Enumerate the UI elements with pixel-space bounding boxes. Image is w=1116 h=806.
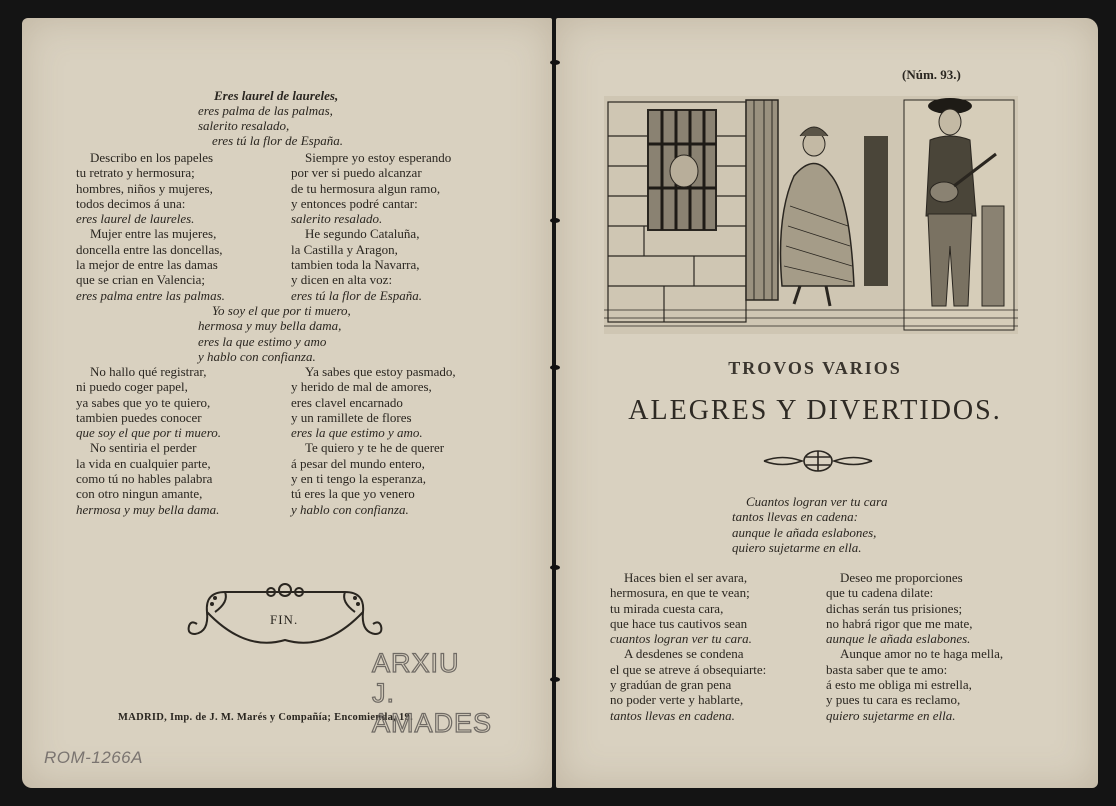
left-intro-line-2: eres palma de las palmas, [198, 103, 333, 118]
left-stanza-col1b: No hallo qué registrar, ni puedo coger papel, ya sabes que yo te quiero, tambien puedes conocer que soy el que por ti muero. No sentiria el perder la vida en cualquier parte, como tú no hables palabra con otro ningun amante, hermosa y muy bella dama. [76, 364, 222, 517]
woodcut-illustration [604, 96, 1018, 334]
fin-label: FIN. [270, 612, 299, 627]
printer-imprint: MADRID, Imp. de J. M. Marés y Compañía; Encomienda, 19. [118, 712, 414, 723]
center-fold [550, 30, 560, 750]
title-ornament [762, 448, 874, 474]
title-trovos-varios: TROVOS VARIOS [728, 358, 902, 378]
left-intro-line-4: eres tú la flor de España. [212, 133, 343, 148]
left-intro-line-3: salerito resalado, [198, 118, 290, 133]
left-stanza-col2a: Siempre yo estoy esperando por ver si puedo alcanzar de tu hermosura algun ramo, y entonces podré cantar: salerito resalado. He segundo Cataluña, la Castilla y Aragon, tambien toda la Navarra, y dicen en alta voz: eres tú la flor de España. [291, 150, 452, 303]
right-intro-verse: Cuantos logran ver tu cara tantos llevas en cadena: aunque le añada eslabones, quiero sujetarme en ella. [732, 494, 888, 555]
catalog-reference: ROM-1266A [44, 748, 143, 767]
left-stanza-col2b: Ya sabes que estoy pasmado, y herido de mal de amores, eres clavel encarnado y un ramillete de flores eres la que estimo y amo. Te quiero y te he de querer á pesar del mundo entero, y en ti tengo la esperanza, tú eres la que yo venero y hablo con confianza. [291, 364, 456, 517]
left-middle-verse: Yo soy el que por ti muero, hermosa y muy bella dama, eres la que estimo y amo y hablo con confianza. [198, 303, 351, 364]
right-stanza-col1: Haces bien el ser avara, hermosura, en que te vean; tu mirada cuesta cara, que hace tus cautivos sean cuantos logran ver tu cara. A desdenes se condena el que se atreve á obsequiarte: y gradúan de gran pena no poder verte y hablarte, tantos llevas en cadena. [610, 570, 767, 723]
archive-stamp: ARXIU J. AMADES [372, 648, 493, 738]
right-stanza-col2: Deseo me proporciones que tu cadena dilate: dichas serán tus prisiones; no habrá rigor que me mate, aunque le añada eslabones. Aunque amor no te haga mella, basta saber que te amo: á esto me obliga mi estrella, y pues tu cara es reclamo, quiero sujetarme en ella. [826, 570, 1004, 723]
title-alegres-divertidos: ALEGRES Y DIVERTIDOS. [628, 395, 1002, 426]
left-stanza-col1a: Describo en los papeles tu retrato y hermosura; hombres, niños y mujeres, todos decimos á una: eres laurel de laureles. Mujer entre las mujeres, doncella entre las doncellas, la mejor de entre las damas que se crian en Valencia; eres palma entre las palmas. [76, 150, 225, 303]
left-intro-line-1: Eres laurel de laureles, [214, 88, 339, 103]
issue-number: (Núm. 93.) [902, 67, 961, 82]
